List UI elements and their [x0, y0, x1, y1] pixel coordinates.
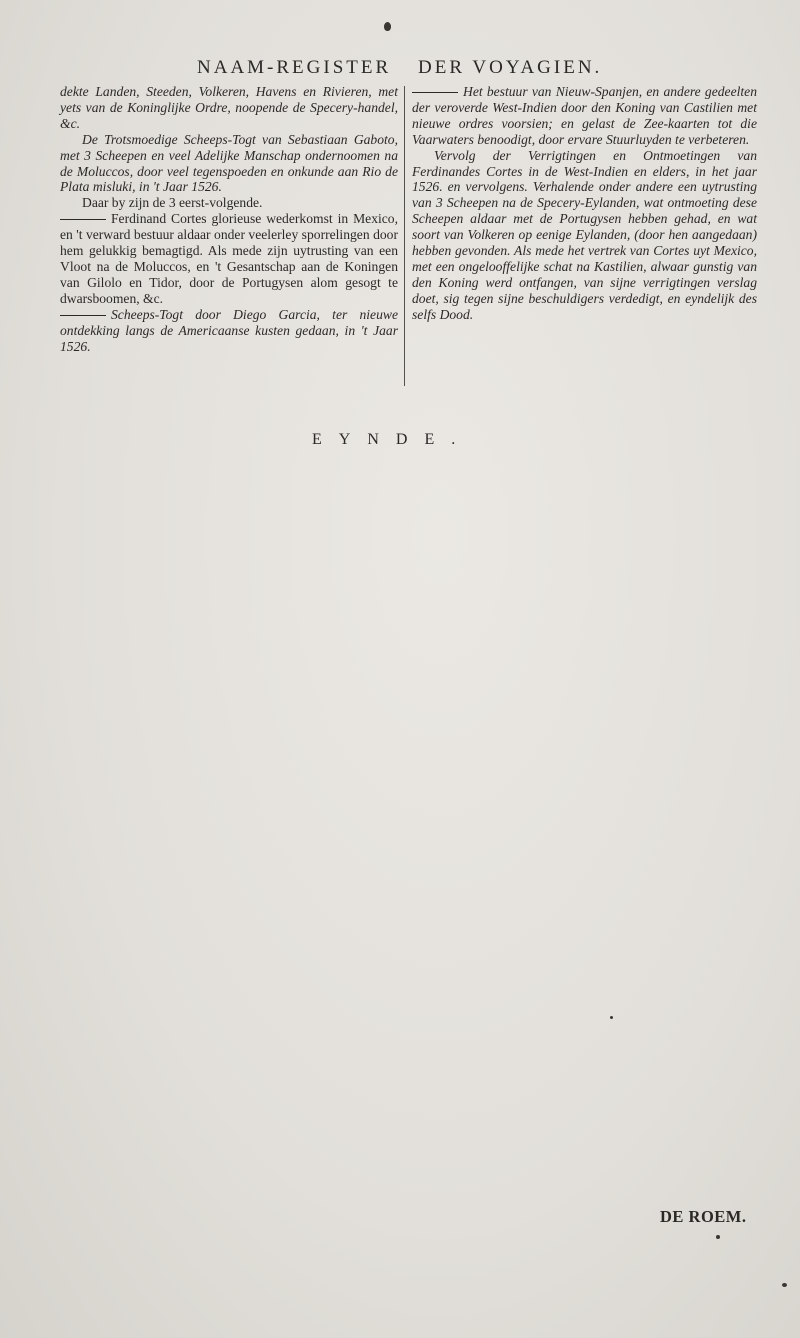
column-divider	[404, 86, 405, 386]
title-right: DER VOYAGIEN.	[418, 57, 603, 78]
right-paragraph-2	[412, 148, 757, 323]
left-paragraph-4	[60, 211, 398, 306]
repeat-dash	[412, 92, 458, 93]
left-paragraph-3	[60, 195, 398, 211]
paragraph-text: Daar by zijn de 3 eerst-volgende.	[82, 195, 263, 211]
paragraph-text: Vervolg der Verrigtingen en Ontmoetingen van Ferdinandes Cortes in de West-Indien en elders, in het jaar 1526. en vervolgens. Verhalende onder andere een uytrusting van 3 Scheepen na de Specery-Eylanden, wat ontmoeting dese Scheepen aldaar met de Portugysen hebben gehad, en wat soort van Volkeren op eenige Eylanden, (door hen aangedaan) hebben gevonden. Als mede het vertrek van Cortes uyt Mexico, met een ongelooffelijke schat na Kastilien, alwaar gunstig van den Koning werd ontfangen, van sijne verrigtingen verslag doet, sig tegen sijne beschuldigers verdedigt, en eyndelijk des selfs Dood.	[412, 147, 757, 322]
ink-mark	[384, 22, 391, 31]
paragraph-text: Ferdinand Cortes glorieuse wederkomst in Mexico, en 't verward bestuur aldaar onder veelerley sporrelingen door hem gelukkig bemagtigd. Als mede zijn uytrusting van een Vloot na de Moluccos, en 't Gesantschap aan de Koningen van Gilolo en Tidor, door de Portugysen alom gesogt te dwarsboomen, &c.	[60, 211, 398, 306]
left-paragraph-1	[60, 84, 398, 132]
right-column	[412, 84, 757, 323]
end-mark: EYNDE.	[312, 431, 473, 448]
paragraph-text: Het bestuur van Nieuw-Spanjen, en andere gedeelten der veroverde West-Indien door den Koning van Castilien met nieuwe ordres voorsien; en gelast de Zee-kaarten tot die Vaarwaters benoodigt, door ervare Stuurluyden te verbeteren.	[412, 84, 757, 147]
paragraph-text: dekte Landen, Steeden, Volkeren, Havens en Rivieren, met yets van de Koninglijke Ordre, noopende de Specery-handel, &c.	[60, 84, 398, 131]
paragraph-text: Scheeps-Togt door Diego Garcia, ter nieuwe ontdekking langs de Americaanse kusten gedaan, in 't Jaar 1526.	[60, 306, 398, 354]
left-paragraph-5	[60, 307, 398, 355]
title-left: NAAM-REGISTER	[197, 57, 392, 78]
left-column	[60, 84, 398, 354]
ink-speck	[610, 1016, 613, 1019]
paragraph-text: De Trotsmoedige Scheeps-Togt van Sebastiaan Gaboto, met 3 Scheepen en veel Adelijke Manschap ondernoomen na de Moluccos, door veel tegenspoeden en onkunde aan Rio de Plata misluki, in 't Jaar 1526.	[60, 131, 398, 195]
repeat-dash	[60, 315, 106, 316]
ink-speck	[716, 1235, 720, 1239]
catchword: DE ROEM.	[660, 1207, 747, 1226]
right-paragraph-1	[412, 84, 757, 148]
repeat-dash	[60, 219, 106, 220]
left-paragraph-2	[60, 132, 398, 196]
ink-speck	[782, 1283, 787, 1287]
